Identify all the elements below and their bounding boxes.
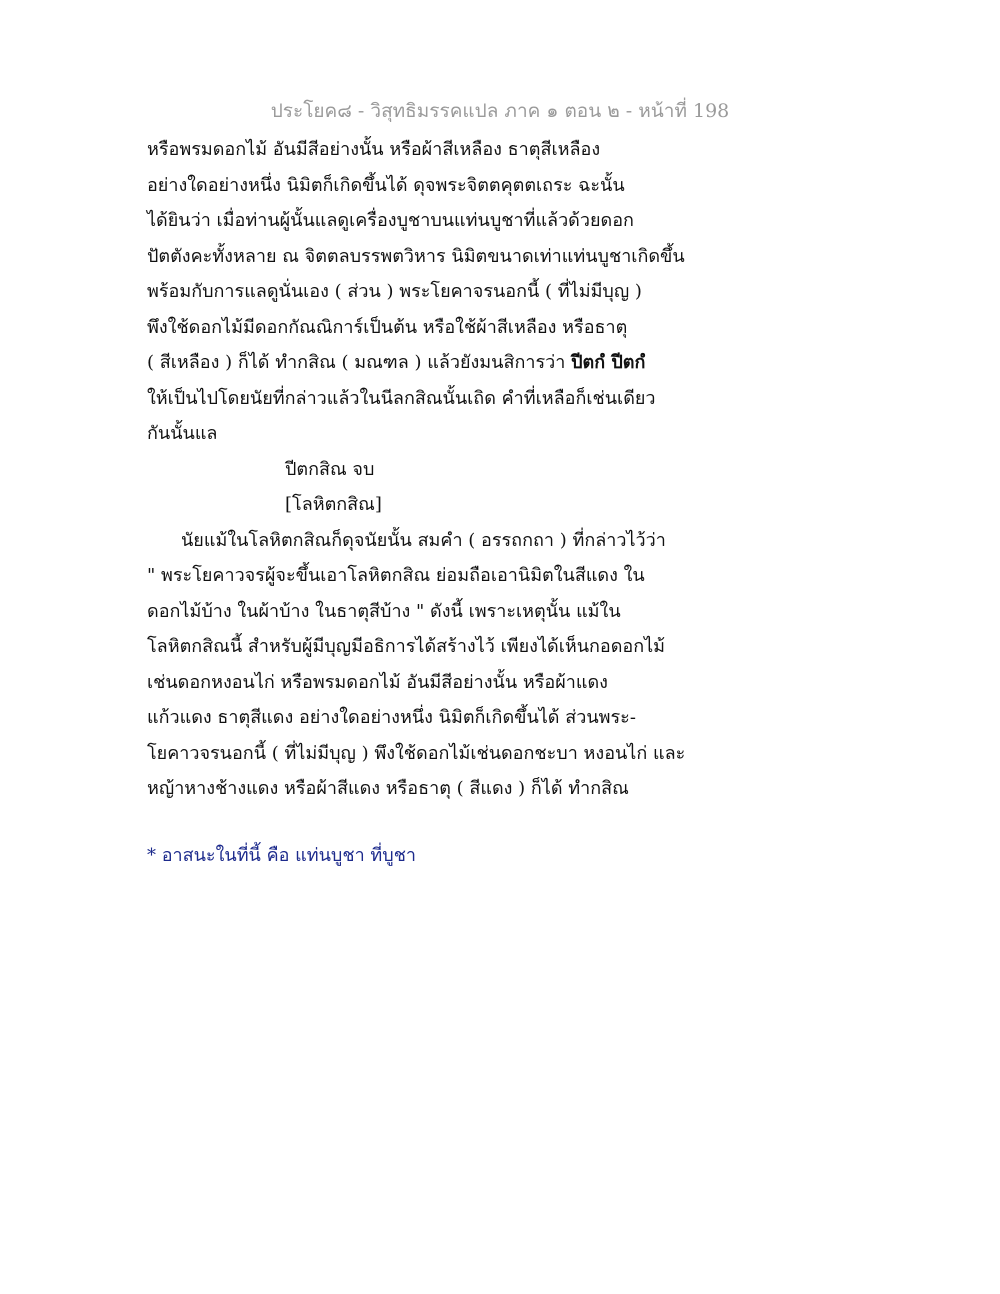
text-line: ให้เป็นไปโดยนัยที่กล่าวแล้วในนีลกสิณนั้นเถิด คำที่เหลือก็เช่นเดียว — [147, 387, 656, 409]
footnote: * อาสนะในที่นี้ คือ แท่นบูชา ที่บูชา — [147, 845, 417, 866]
text-line: ปัตตังคะทั้งหลาย ณ จิตตลบรรพตวิหาร นิมิตขนาดเท่าแท่นบูชาเกิดขึ้น — [147, 245, 685, 267]
text-line: ดอกไม้บ้าง ในผ้าบ้าง ในธาตุสีบ้าง " ดังนี้ เพราะเหตุนั้น แม้ใน — [147, 600, 621, 622]
text-line: พึงใช้ดอกไม้มีดอกกัณณิการ์เป็นต้น หรือใช้ผ้าสีเหลือง หรือธาตุ — [147, 316, 628, 338]
text-line — [147, 345, 707, 381]
text-line: หญ้าหางช้างแดง หรือผ้าสีแดง หรือธาตุ ( สีแดง ) ก็ได้ ทำกสิณ — [147, 778, 629, 799]
section-title: [โลหิตกสิณ] — [285, 494, 382, 515]
text-line: โยคาวจรนอกนี้ ( ที่ไม่มีบุญ ) พึงใช้ดอกไม้เช่นดอกชะบา หงอนไก่ และ — [147, 742, 686, 764]
text-line: หรือพรมดอกไม้ อันมีสีอย่างนั้น หรือผ้าสีเหลือง ธาตุสีเหลือง — [147, 139, 601, 160]
body-text — [147, 132, 707, 807]
text-line: โลหิตกสิณนี้ สำหรับผู้มีบุญมีอธิการได้สร้างไว้ เพียงได้เห็นกอดอกไม้ — [147, 636, 666, 657]
text-line: อย่างใดอย่างหนึ่ง นิมิตก็เกิดขึ้นได้ ดุจพระจิตตคุตตเถระ ฉะนั้น — [147, 174, 625, 196]
paragraph-first-line: นัยแม้ในโลหิตกสิณก็ดุจนัยนั้น สมคำ ( อรรถกถา ) ที่กล่าวไว้ว่า — [181, 529, 666, 551]
text-line: แก้วแดง ธาตุสีแดง อย่างใดอย่างหนึ่ง นิมิตก็เกิดขึ้นได้ ส่วนพระ- — [147, 707, 636, 728]
bold-term: ปีตกํ ปีตกํ — [571, 352, 646, 373]
text-line-plain: ( สีเหลือง ) ก็ได้ ทำกสิณ ( มณฑล ) แล้วยังมนสิการว่า — [147, 352, 572, 373]
text-line: ได้ยินว่า เมื่อท่านผู้นั้นแลดูเครื่องบูชาบนแท่นบูชาที่แล้วด้วยดอก — [147, 210, 634, 231]
text-line: " พระโยคาวจรผู้จะขึ้นเอาโลหิตกสิณ ย่อมถือเอานิมิตในสีแดง ใน — [147, 565, 645, 586]
page-header: ประโยค๘ - วิสุทธิมรรคแปล ภาค ๑ ตอน ๒ - หน้าที่ 198 — [270, 100, 730, 122]
text-line: พร้อมกับการแลดูนั่นเอง ( ส่วน ) พระโยคาจรนอกนี้ ( ที่ไม่มีบุญ ) — [147, 281, 642, 302]
text-line: กันนั้นแล — [147, 423, 218, 444]
section-end-title: ปีตกสิณ จบ — [285, 458, 375, 480]
text-line: เช่นดอกหงอนไก่ หรือพรมดอกไม้ อันมีสีอย่างนั้น หรือผ้าแดง — [147, 671, 608, 693]
